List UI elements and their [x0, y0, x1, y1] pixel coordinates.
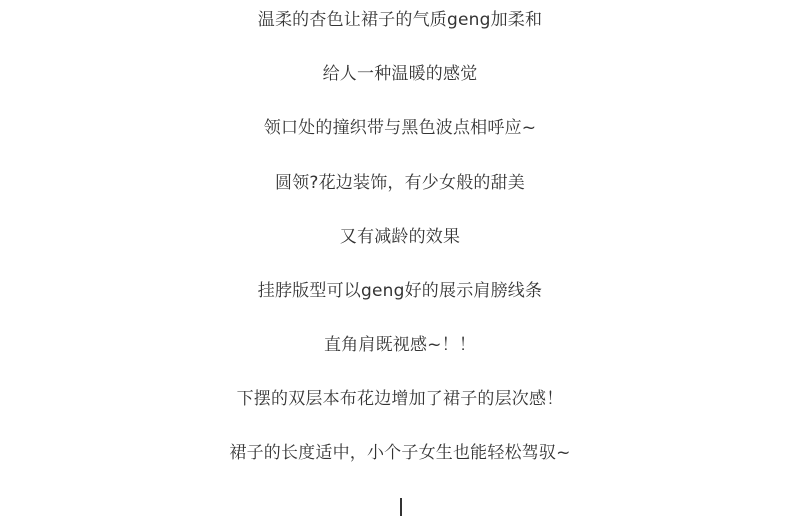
- text-line: 又有减龄的效果: [339, 227, 461, 247]
- text-line: 温柔的杏色让裙子的气质geng加柔和: [257, 10, 543, 30]
- text-line: 圆领?花边装饰，有少女般的甜美: [274, 173, 526, 193]
- text-line: 下摆的双层本布花边增加了裙子的层次感！: [236, 389, 564, 409]
- text-line: 直角肩既视感~！！: [323, 335, 477, 355]
- text-line: 挂脖版型可以geng好的展示肩膀线条: [257, 281, 543, 301]
- text-cursor: [400, 498, 402, 516]
- text-line: 裙子的长度适中，小个子女生也能轻松驾驭~: [229, 443, 571, 463]
- text-line: 给人一种温暖的感觉: [322, 64, 478, 84]
- text-line: 领口处的撞织带与黑色波点相呼应~: [263, 118, 537, 138]
